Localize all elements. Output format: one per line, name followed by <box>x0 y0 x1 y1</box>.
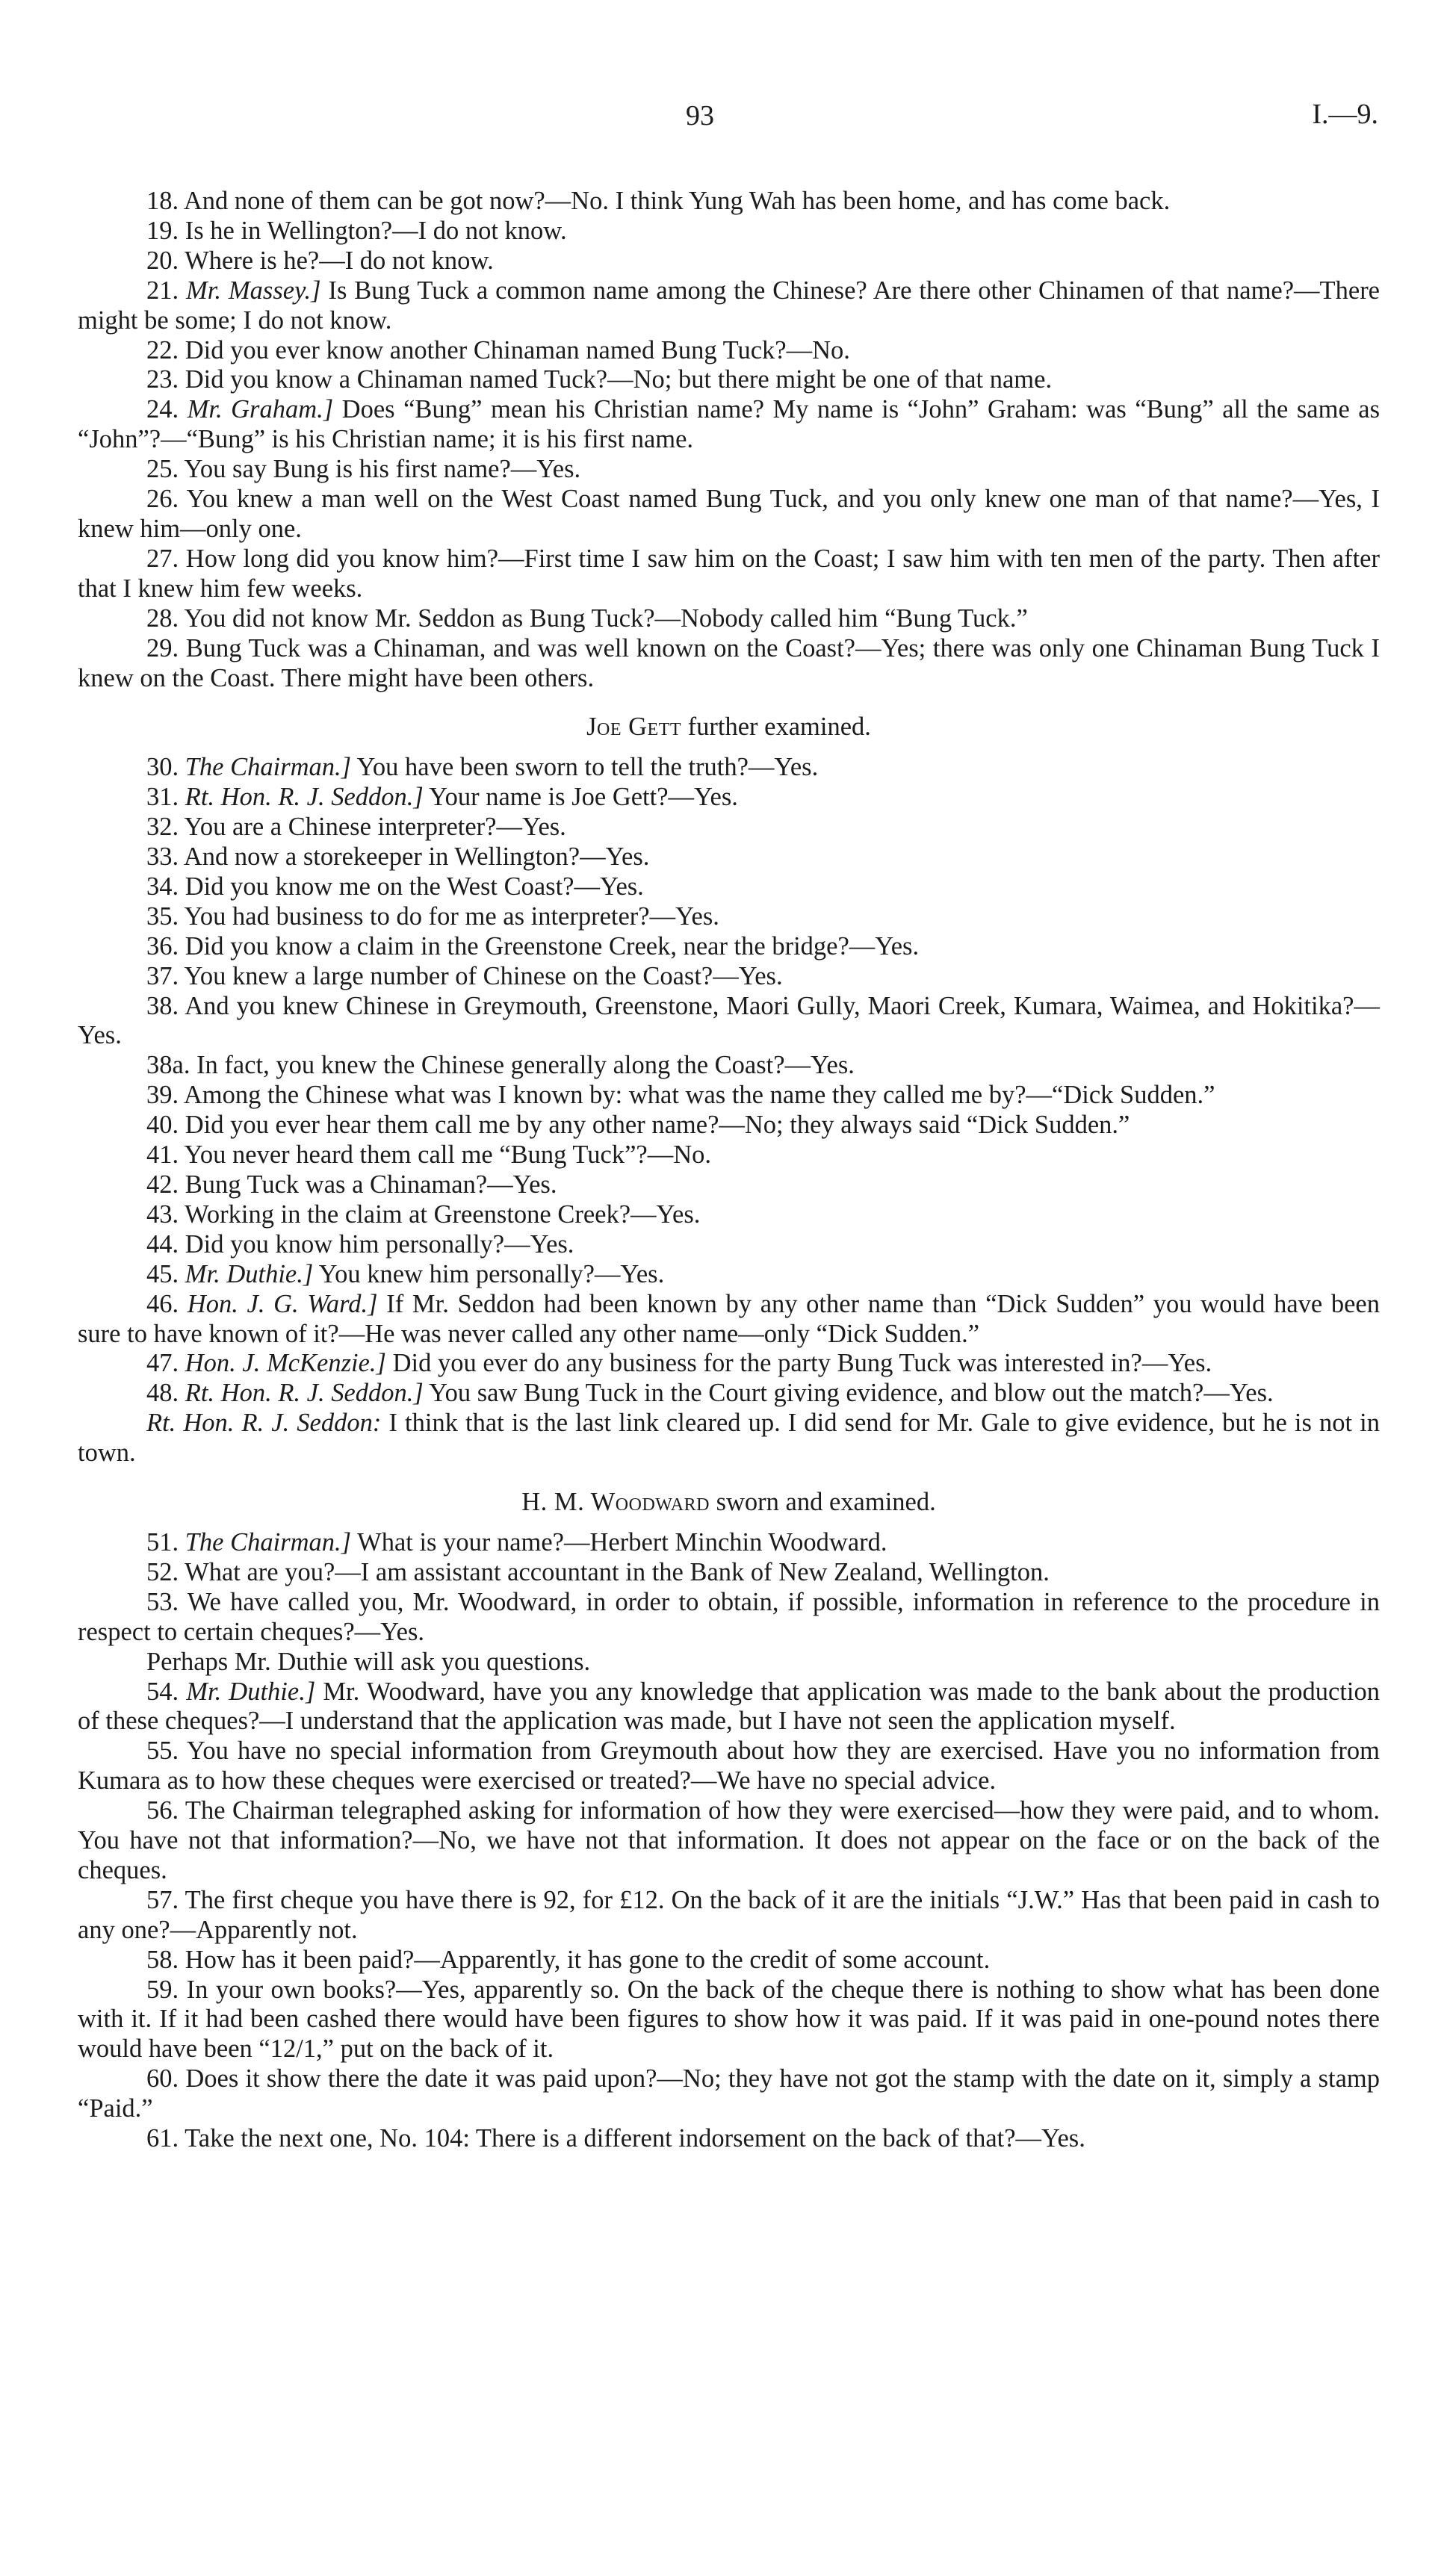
speaker-label: Rt. Hon. R. J. Seddon: <box>146 1409 382 1438</box>
testimony-paragraph <box>78 1379 1380 1409</box>
testimony-text: 36. Did you know a claim in the Greenstone Creek, near the bridge?—Yes. <box>146 931 920 960</box>
testimony-paragraph <box>78 1081 1380 1111</box>
testimony-paragraph <box>78 246 1380 276</box>
question-number: 24. <box>146 395 188 424</box>
testimony-text: 40. Did you ever hear them call me by any other name?—No; they always said “Dick Sudden.” <box>146 1111 1130 1140</box>
testimony-text: 39. Among the Chinese what was I known by: what was the name they called me by?—“Dick Sudden.” <box>146 1081 1215 1110</box>
testimony-paragraph <box>78 1528 1380 1558</box>
testimony-text: You knew him personally?—Yes. <box>313 1259 665 1288</box>
testimony-paragraph <box>78 932 1380 962</box>
testimony-paragraph <box>78 753 1380 783</box>
testimony-text: 42. Bung Tuck was a Chinaman?—Yes. <box>146 1170 557 1199</box>
testimony-paragraph <box>78 217 1380 246</box>
testimony-paragraph <box>78 1140 1380 1170</box>
testimony-text: 32. You are a Chinese interpreter?—Yes. <box>146 813 566 842</box>
question-number: 54. <box>146 1677 187 1706</box>
testimony-text: 58. How has it been paid?—Apparently, it has gone to the credit of some account. <box>146 1945 991 1974</box>
testimony-paragraph <box>78 1290 1380 1350</box>
testimony-paragraph <box>78 1648 1380 1677</box>
question-number: 30. <box>146 753 185 782</box>
testimony-paragraph <box>78 992 1380 1052</box>
testimony-text: Mr. Woodward, have you any knowledge that application was made to the bank about the production of these cheques?—I understand that the application was made, but I have not seen the application myself. <box>78 1677 1380 1736</box>
testimony-text: 57. The first cheque you have there is 92, for £12. On the back of it are the initials “J.W.” Has that been paid in cash to any one?—Apparently not. <box>78 1885 1380 1944</box>
speaker-label: The Chairman.] <box>185 753 352 782</box>
page-reference: I.—9. <box>1312 99 1378 130</box>
testimony-paragraph <box>78 1677 1380 1737</box>
testimony-paragraph <box>78 1111 1380 1140</box>
speaker-label: Hon. J. McKenzie.] <box>185 1349 386 1378</box>
testimony-paragraph <box>78 395 1380 455</box>
question-number: 46. <box>146 1289 188 1318</box>
speaker-label: Mr. Massey.] <box>186 276 321 305</box>
testimony-text: Perhaps Mr. Duthie will ask you questions. <box>146 1647 591 1676</box>
testimony-text: 20. Where is he?—I do not know. <box>146 246 494 275</box>
testimony-paragraph <box>78 604 1380 634</box>
question-number: 31. <box>146 783 185 812</box>
testimony-paragraph <box>78 1946 1380 1976</box>
testimony-paragraph <box>78 634 1380 694</box>
speaker-label: Hon. J. G. Ward.] <box>187 1289 378 1318</box>
testimony-paragraph <box>78 1230 1380 1260</box>
testimony-text: Is Bung Tuck a common name among the Chinese? Are there other Chinamen of that name?—There might be some; I do not know. <box>78 276 1380 335</box>
testimony-text: 44. Did you know him personally?—Yes. <box>146 1229 574 1258</box>
testimony-paragraph <box>78 1409 1380 1468</box>
testimony-text: Did you ever do any business for the party Bung Tuck was interested in?—Yes. <box>385 1349 1212 1378</box>
testimony-paragraph <box>78 1976 1380 2065</box>
testimony-paragraph <box>78 276 1380 336</box>
testimony-text: 22. Did you ever know another Chinaman named Bung Tuck?—No. <box>146 335 850 364</box>
question-number: 48. <box>146 1379 185 1408</box>
testimony-paragraph <box>78 1260 1380 1290</box>
testimony-paragraph <box>78 1558 1380 1588</box>
testimony-text: 41. You never heard them call me “Bung Tuck”?—No. <box>146 1140 712 1170</box>
speaker-label: Mr. Graham.] <box>187 395 334 424</box>
testimony-paragraph <box>78 1796 1380 1886</box>
testimony-paragraph <box>78 485 1380 544</box>
testimony-text: 33. And now a storekeeper in Wellington?—Yes. <box>146 842 650 872</box>
heading-text: further examined. <box>681 713 871 742</box>
testimony-text: 23. Did you know a Chinaman named Tuck?—No; but there might be one of that name. <box>146 365 1053 394</box>
witness-name: H. M. Woodward <box>521 1488 710 1517</box>
page-number: 93 <box>686 100 714 131</box>
witness-name: Joe Gett <box>586 713 682 742</box>
testimony-text: Does “Bung” mean his Christian name? My name is “John” Graham: was “Bung” all the same as “John”?—“Bung” is his Christian name; it is his first name. <box>78 395 1380 454</box>
testimony-paragraph <box>78 544 1380 604</box>
testimony-text: 35. You had business to do for me as interpreter?—Yes. <box>146 901 719 931</box>
question-number: 45. <box>146 1259 185 1288</box>
testimony-text: 55. You have no special information from Greymouth about how they are exercised. Have you no information from Kumara as to how these cheques were exercised or treated?—We have no special advice. <box>78 1737 1380 1796</box>
section-heading <box>78 1488 1380 1518</box>
testimony-paragraph <box>78 783 1380 813</box>
testimony-text: 56. The Chairman telegraphed asking for information of how they were exercised—how they were paid, and to whom. You have not that information?—No, we have not that information. It does not appear on the face or on the back of the cheques. <box>78 1796 1380 1884</box>
question-number: 51. <box>146 1527 185 1557</box>
testimony-text: 29. Bung Tuck was a Chinaman, and was well known on the Coast?—Yes; there was only one Chinaman Bung Tuck I knew on the Coast. There might have been others. <box>78 633 1380 692</box>
speaker-label: Mr. Duthie.] <box>186 1677 316 1706</box>
testimony-paragraph <box>78 872 1380 902</box>
testimony-text: 19. Is he in Wellington?—I do not know. <box>146 216 567 245</box>
testimony-text: 37. You knew a large number of Chinese on the Coast?—Yes. <box>146 961 783 990</box>
testimony-text: 34. Did you know me on the West Coast?—Yes. <box>146 872 644 901</box>
testimony-text: 59. In your own books?—Yes, apparently so. On the back of the cheque there is nothing to show what has been done with it. If it had been cashed there would have been figures to show how it was paid. If it was paid in one-pound notes there would have been “12/1,” put on the back of it. <box>78 1975 1380 2064</box>
testimony-text: 18. And none of them can be got now?—No. I think Yung Wah has been home, and has come back. <box>146 187 1171 215</box>
speaker-label: Rt. Hon. R. J. Seddon.] <box>185 783 424 812</box>
testimony-text: What is your name?—Herbert Minchin Woodward. <box>351 1527 887 1557</box>
testimony-paragraph <box>78 1588 1380 1648</box>
testimony-paragraph <box>78 365 1380 395</box>
testimony-paragraph <box>78 962 1380 992</box>
testimony-text: 38a. In fact, you knew the Chinese generally along the Coast?—Yes. <box>146 1051 855 1080</box>
testimony-paragraph <box>78 2064 1380 2124</box>
testimony-paragraph <box>78 1349 1380 1379</box>
testimony-paragraph <box>78 902 1380 932</box>
testimony-text: You saw Bung Tuck in the Court giving evidence, and blow out the match?—Yes. <box>423 1379 1274 1408</box>
testimony-text: 43. Working in the claim at Greenstone Creek?—Yes. <box>146 1199 701 1229</box>
testimony-paragraph <box>78 1886 1380 1946</box>
page-body <box>78 187 1380 2154</box>
testimony-text: 25. You say Bung is his first name?—Yes. <box>146 455 581 484</box>
heading-text: sworn and examined. <box>709 1488 936 1517</box>
testimony-paragraph <box>78 842 1380 872</box>
testimony-text: 60. Does it show there the date it was paid upon?—No; they have not got the stamp with the date on it, simply a stamp “Paid.” <box>78 2064 1380 2123</box>
testimony-text: 26. You knew a man well on the West Coast named Bung Tuck, and you only knew one man of that name?—Yes, I knew him—only one. <box>78 485 1380 543</box>
testimony-text: 28. You did not know Mr. Seddon as Bung Tuck?—Nobody called him “Bung Tuck.” <box>146 603 1028 633</box>
speaker-label: The Chairman.] <box>185 1527 352 1557</box>
testimony-text: 61. Take the next one, No. 104: There is a different indorsement on the back of that?—Yes. <box>146 2124 1085 2153</box>
section-heading <box>78 713 1380 742</box>
testimony-paragraph <box>78 1051 1380 1081</box>
testimony-text: 52. What are you?—I am assistant accountant in the Bank of New Zealand, Wellington. <box>146 1557 1050 1586</box>
testimony-paragraph <box>78 1200 1380 1230</box>
testimony-paragraph <box>78 1737 1380 1796</box>
testimony-paragraph <box>78 336 1380 366</box>
testimony-text: I think that is the last link cleared up. I did send for Mr. Gale to give evidence, but he is not in town. <box>78 1409 1380 1468</box>
testimony-paragraph <box>78 187 1380 217</box>
testimony-paragraph <box>78 2124 1380 2154</box>
speaker-label: Mr. Duthie.] <box>185 1259 314 1288</box>
question-number: 47. <box>146 1349 185 1378</box>
speaker-label: Rt. Hon. R. J. Seddon.] <box>185 1379 424 1408</box>
testimony-text: If Mr. Seddon had been known by any other name than “Dick Sudden” you would have been sure to have known of it?—He was never called any other name—only “Dick Sudden.” <box>78 1289 1380 1348</box>
testimony-text: Your name is Joe Gett?—Yes. <box>423 783 738 812</box>
testimony-text: You have been sworn to tell the truth?—Yes. <box>351 753 819 782</box>
testimony-paragraph <box>78 455 1380 485</box>
question-number: 21. <box>146 276 187 305</box>
testimony-paragraph <box>78 1170 1380 1200</box>
testimony-paragraph <box>78 813 1380 842</box>
testimony-text: 38. And you knew Chinese in Greymouth, Greenstone, Maori Gully, Maori Creek, Kumara, Waimea, and Hokitika?—Yes. <box>78 991 1380 1050</box>
testimony-text: 53. We have called you, Mr. Woodward, in order to obtain, if possible, information in reference to the procedure in respect to certain cheques?—Yes. <box>78 1587 1380 1646</box>
testimony-text: 27. How long did you know him?—First time I saw him on the Coast; I saw him with ten men of the party. Then after that I knew him few weeks. <box>78 544 1380 603</box>
